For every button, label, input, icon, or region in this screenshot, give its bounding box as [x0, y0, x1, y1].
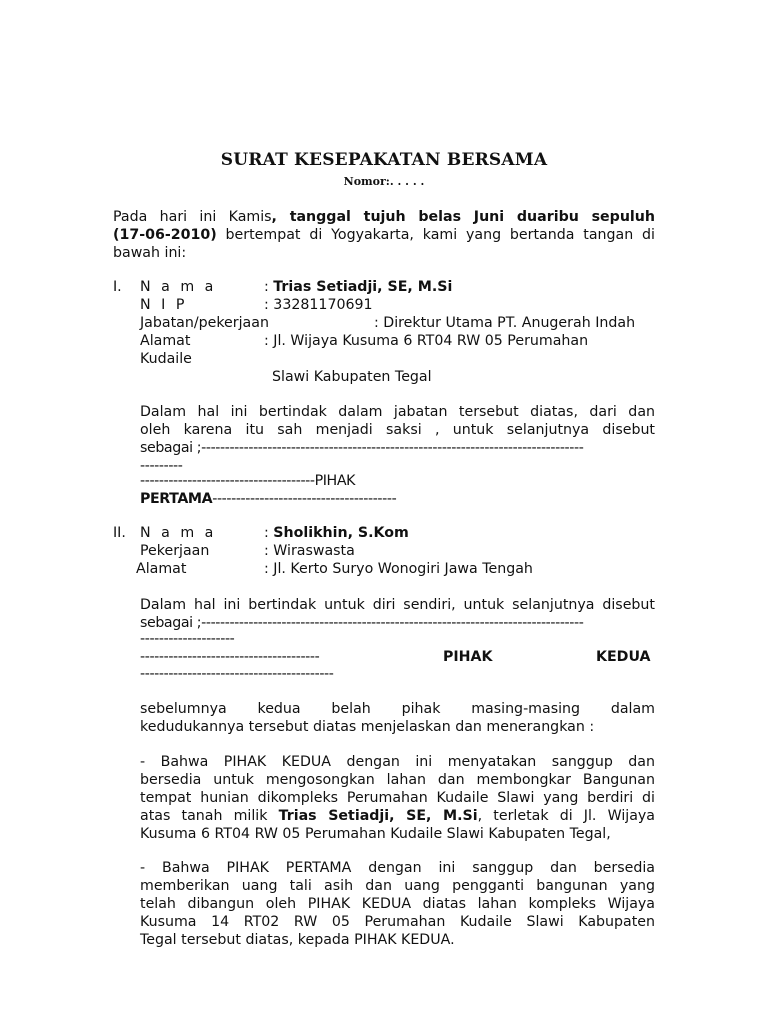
party1-desc-line-1: Dalam hal ini bertindak dalam jabatan tersebut diatas, dari dan — [140, 404, 655, 420]
party2-kedua-word: KEDUA — [596, 649, 651, 665]
body-p1-line-1: sebelumnya kedua belah pihak masing-masing dalam — [140, 701, 655, 717]
party2-number: II. — [113, 525, 126, 541]
document-title: SURAT KESEPAKATAN BERSAMA — [220, 150, 548, 170]
body-p2-line-3: tempat hunian dikompleks Perumahan Kudaile Slawi yang berdiri di — [140, 790, 655, 806]
body-p2-line-1: - Bahwa PIHAK KEDUA dengan ini menyatakan sanggup dan — [140, 754, 655, 770]
party1-nip-value: : 33281170691 — [264, 297, 373, 313]
party2-name-value: : Sholikhin, S.Kom — [264, 525, 409, 541]
party1-nip-label: N I P — [140, 297, 188, 313]
party1-name-value: : Trias Setiadji, SE, M.Si — [264, 279, 453, 295]
party2-name-label: N a m a — [140, 525, 217, 541]
body-p3-line-3: telah dibangun oleh PIHAK KEDUA diatas lahan kompleks Wijaya — [140, 896, 655, 912]
body-p2-line-5: Kusuma 6 RT04 RW 05 Perumahan Kudaile Slawi Kabupaten Tegal, — [140, 826, 611, 842]
body-p3-line-4: Kusuma 14 RT02 RW 05 Perumahan Kudaile Slawi Kabupaten — [140, 914, 655, 930]
party1-pihak-line-2: PERTAMA--------------------------------------- — [140, 491, 397, 507]
party2-pihak-line-2: ----------------------------------------- — [140, 666, 334, 682]
party2-address-label: Alamat — [136, 561, 187, 577]
body-p3-line-1: - Bahwa PIHAK PERTAMA dengan ini sanggup dan bersedia — [140, 860, 655, 876]
intro-line-2: (17-06-2010) bertempat di Yogyakarta, kami yang bertanda tangan di — [113, 227, 655, 243]
party1-address-label: Alamat — [140, 333, 191, 349]
body-p1-line-2: kedudukannya tersebut diatas menjelaskan dan menerangkan : — [140, 719, 595, 735]
party1-address-line2: Slawi Kabupaten Tegal — [272, 369, 432, 385]
party1-pihak-line-1: -------------------------------------PIHAK — [140, 473, 356, 489]
body-p3-line-2: memberikan uang tali asih dan uang pengganti bangunan yang — [140, 878, 655, 894]
party2-pihak-dash: -------------------------------------- — [140, 649, 320, 665]
body-p2-line-2: bersedia untuk mengosongkan lahan dan membongkar Bangunan — [140, 772, 655, 788]
party1-address-cont: Kudaile — [140, 351, 192, 367]
party2-address-value: : Jl. Kerto Suryo Wonogiri Jawa Tengah — [264, 561, 533, 577]
party1-position-label: Jabatan/pekerjaan — [140, 315, 269, 331]
party2-pihak-word: PIHAK — [443, 649, 493, 665]
intro-line-3: bawah ini: — [113, 245, 187, 261]
party1-position-value: : Direktur Utama PT. Anugerah Indah — [374, 315, 636, 331]
body-p2-line-4: atas tanah milik Trias Setiadji, SE, M.Si, terletak di Jl. Wijaya — [140, 808, 655, 824]
party2-desc-line-2: sebagai ;--------------------------------------------------------------------------------- — [140, 615, 584, 631]
party2-occupation-value: : Wiraswasta — [264, 543, 355, 559]
party1-number: I. — [113, 279, 122, 295]
body-p3-line-5: Tegal tersebut diatas, kepada PIHAK KEDUA. — [140, 932, 455, 948]
intro-line-1: Pada hari ini Kamis, tanggal tujuh belas Juni duaribu sepuluh — [113, 209, 655, 225]
party1-desc-line-2: oleh karena itu sah menjadi saksi , untuk selanjutnya disebut — [140, 422, 655, 438]
party1-name-label: N a m a — [140, 279, 217, 295]
party1-desc-line-4: --------- — [140, 458, 183, 474]
party2-desc-line-3: -------------------- — [140, 631, 235, 647]
document-number: Nomor:. . . . . — [343, 175, 425, 188]
party1-desc-line-3: sebagai ;--------------------------------------------------------------------------------- — [140, 440, 584, 456]
party2-occupation-label: Pekerjaan — [140, 543, 210, 559]
party1-address-value: : Jl. Wijaya Kusuma 6 RT04 RW 05 Perumahan — [264, 333, 589, 349]
party2-desc-line-1: Dalam hal ini bertindak untuk diri sendiri, untuk selanjutnya disebut — [140, 597, 655, 613]
